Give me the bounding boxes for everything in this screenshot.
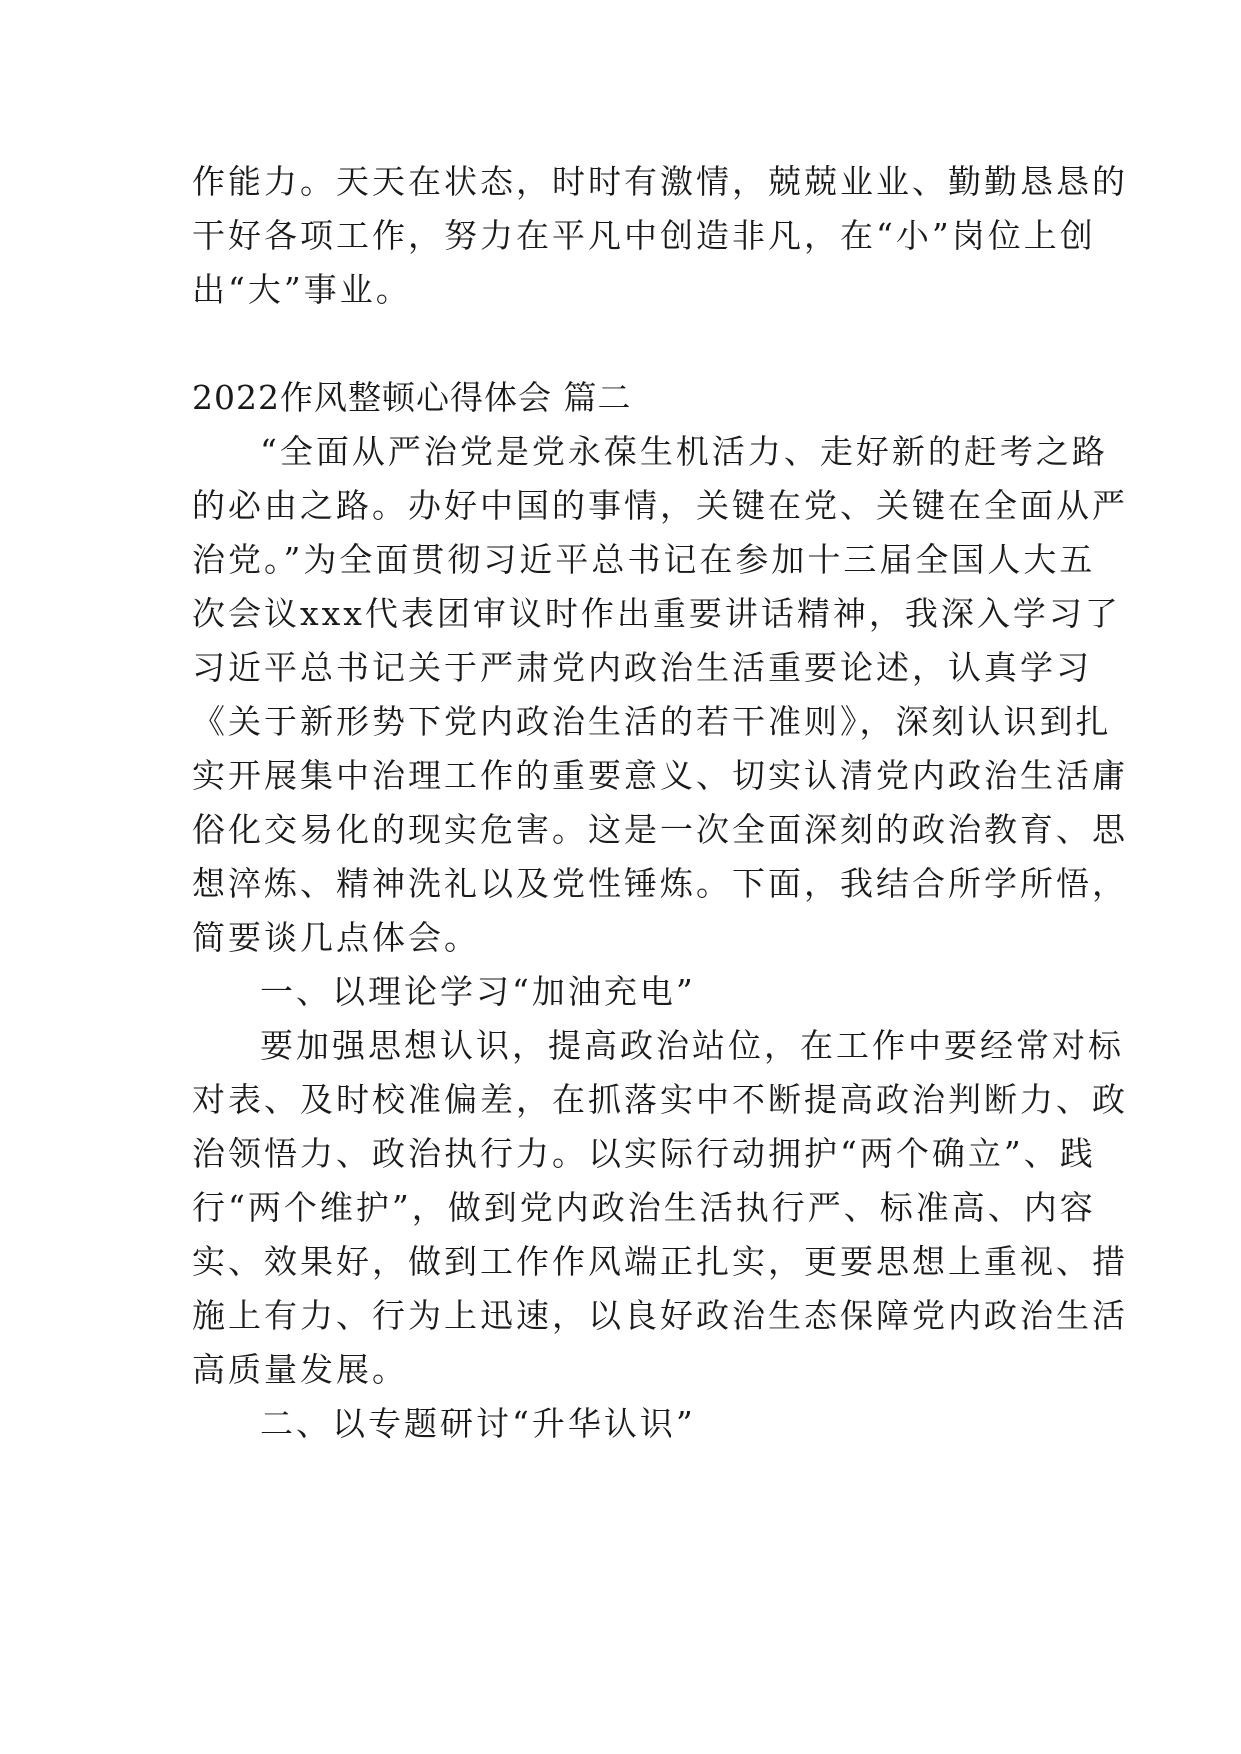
- heading-one: 一、以理论学习“加油充电”: [260, 972, 696, 1011]
- text-line: 干好各项工作，努力在平凡中创造非凡，在“小”岗位上创: [192, 216, 1096, 255]
- text-line: 对表、及时校准偏差，在抓落实中不断提高政治判断力、政: [192, 1080, 1128, 1119]
- paragraph-theory-study: [192, 1019, 1128, 1397]
- text-line: 简要谈几点体会。: [192, 918, 480, 957]
- text-line: 实开展集中治理工作的重要意义、切实认清党内政治生活庸: [192, 756, 1128, 795]
- paragraph-continuation: [192, 155, 1128, 317]
- text-line: 施上有力、行为上迅速，以良好政治生态保障党内政治生活: [192, 1296, 1128, 1335]
- text-line: 治党。”为全面贯彻习近平总书记在参加十三届全国人大五: [192, 540, 1096, 579]
- section-title: 2022作风整顿心得体会 篇二: [192, 378, 632, 417]
- heading-two: 二、以专题研讨“升华认识”: [260, 1404, 696, 1443]
- text-line: 实、效果好，做到工作作风端正扎实，更要思想上重视、措: [192, 1242, 1128, 1281]
- text-line: 俗化交易化的现实危害。这是一次全面深刻的政治教育、思: [192, 810, 1128, 849]
- text-line: 作能力。天天在状态，时时有激情，兢兢业业、勤勤恳恳的: [192, 162, 1128, 201]
- text-line: 出“大”事业。: [192, 270, 412, 309]
- paragraph-intro: [192, 425, 1128, 965]
- spacer: [192, 317, 1052, 371]
- text-line: 治领悟力、政治执行力。以实际行动拥护“两个确立”、践: [192, 1134, 1096, 1173]
- document-body: [192, 155, 1128, 1451]
- text-line: 的必由之路。办好中国的事情，关键在党、关键在全面从严: [192, 486, 1128, 525]
- text-line: 想淬炼、精神洗礼以及党性锤炼。下面，我结合所学所悟，: [192, 864, 1128, 903]
- text-line: 要加强思想认识，提高政治站位，在工作中要经常对标: [260, 1026, 1124, 1065]
- text-line: 习近平总书记关于严肃党内政治生活重要论述，认真学习: [192, 648, 1092, 687]
- text-line: “全面从严治党是党永葆生机活力、走好新的赶考之路: [260, 432, 1108, 471]
- text-line: 次会议xxx代表团审议时作出重要讲话精神，我深入学习了: [192, 594, 1121, 633]
- text-line: 高质量发展。: [192, 1350, 408, 1389]
- text-line: 《关于新形势下党内政治生活的若干准则》，深刻认识到扎: [192, 702, 1112, 741]
- text-line: 行“两个维护”，做到党内政治生活执行严、标准高、内容: [192, 1188, 1096, 1227]
